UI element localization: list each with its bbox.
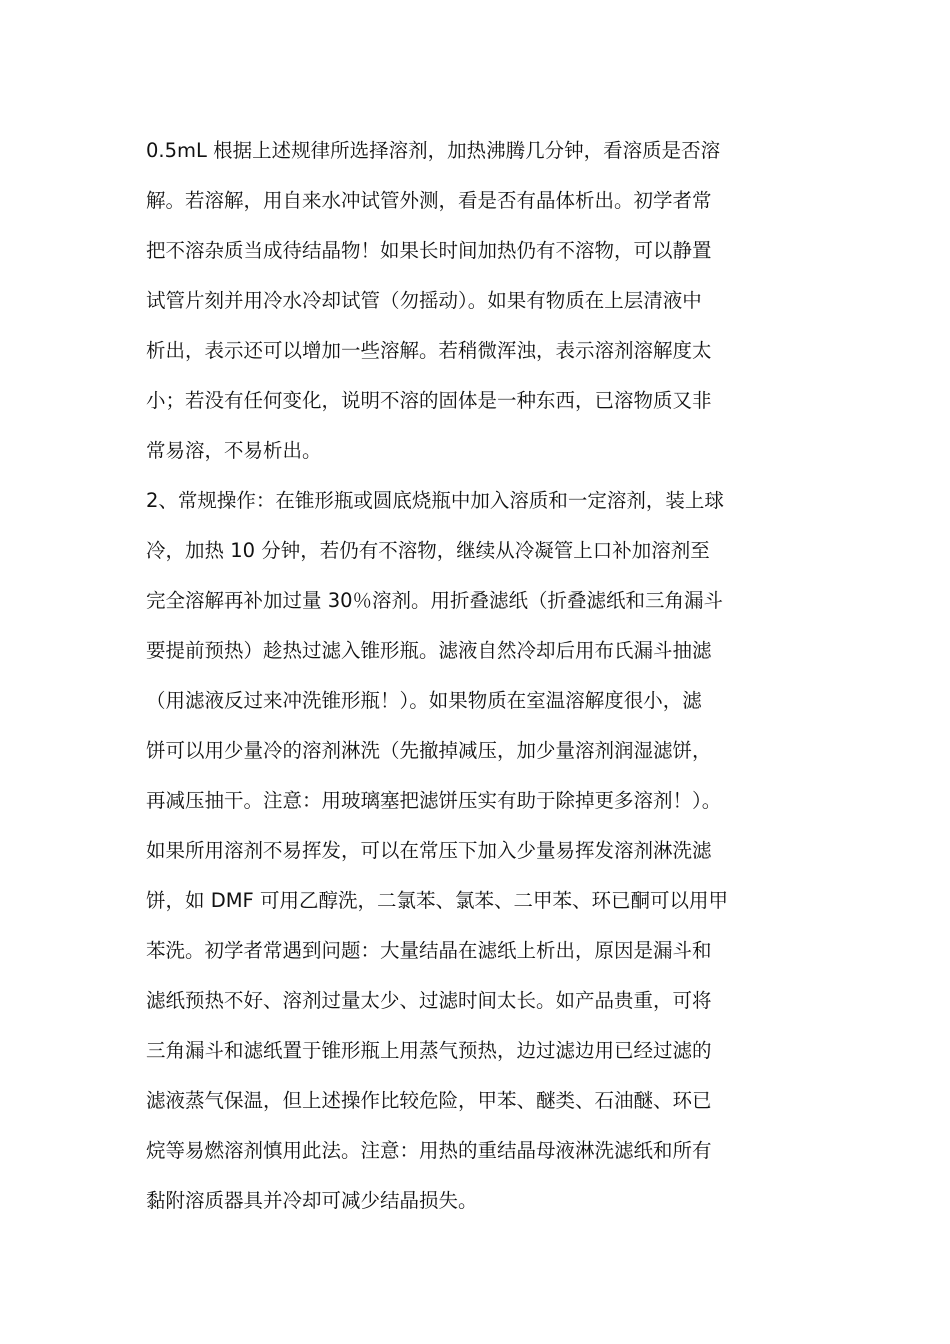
text-line: 饼，如 DMF 可用乙醇洗，二氯苯、氯苯、二甲苯、环已酮可以用甲 xyxy=(146,889,728,912)
text-line: 黏附溶质器具并冷却可减少结晶损失。 xyxy=(146,1189,478,1212)
text-line: 把不溶杂质当成待结晶物！如果长时间加热仍有不溶物，可以静置 xyxy=(146,239,712,262)
text-line: 再减压抽干。注意：用玻璃塞把滤饼压实有助于除掉更多溶剂！）。 xyxy=(146,789,722,812)
text-line: 烷等易燃溶剂慎用此法。注意：用热的重结晶母液淋洗滤纸和所有 xyxy=(146,1139,712,1162)
text-line: 三角漏斗和滤纸置于锥形瓶上用蒸气预热，边过滤边用已经过滤的 xyxy=(146,1039,712,1062)
text-line: 常易溶，不易析出。 xyxy=(146,439,322,462)
text-line: 滤液蒸气保温，但上述操作比较危险，甲苯、醚类、石油醚、环已 xyxy=(146,1089,712,1112)
text-line: 完全溶解再补加过量 30％溶剂。用折叠滤纸（折叠滤纸和三角漏斗 xyxy=(146,589,724,612)
text-line: 苯洗。初学者常遇到问题：大量结晶在滤纸上析出，原因是漏斗和 xyxy=(146,939,712,962)
text-line: （用滤液反过来冲洗锥形瓶！）。如果物质在室温溶解度很小，滤 xyxy=(146,689,702,712)
text-line: 滤纸预热不好、溶剂过量太少、过滤时间太长。如产品贵重，可将 xyxy=(146,989,712,1012)
text-line: 2、常规操作：在锥形瓶或圆底烧瓶中加入溶质和一定溶剂，装上球 xyxy=(146,489,724,512)
text-line: 试管片刻并用冷水冷却试管（勿摇动）。如果有物质在上层清液中 xyxy=(146,289,702,312)
text-line: 要提前预热）趁热过滤入锥形瓶。滤液自然冷却后用布氏漏斗抽滤 xyxy=(146,639,712,662)
text-line: 如果所用溶剂不易挥发，可以在常压下加入少量易挥发溶剂淋洗滤 xyxy=(146,839,712,862)
text-line: 小；若没有任何变化，说明不溶的固体是一种东西，已溶物质又非 xyxy=(146,389,712,412)
text-line: 解。若溶解，用自来水冲试管外测，看是否有晶体析出。初学者常 xyxy=(146,189,712,212)
text-line: 饼可以用少量冷的溶剂淋洗（先撤掉减压，加少量溶剂润湿滤饼， xyxy=(146,739,712,762)
text-line: 冷，加热 10 分钟，若仍有不溶物，继续从冷凝管上口补加溶剂至 xyxy=(146,539,710,562)
text-line: 析出，表示还可以增加一些溶解。若稍微浑浊，表示溶剂溶解度太 xyxy=(146,339,712,362)
text-line: 0.5mL 根据上述规律所选择溶剂，加热沸腾几分钟，看溶质是否溶 xyxy=(146,139,721,162)
paragraph-routine-operation xyxy=(146,476,810,1226)
paragraph-solvent-test xyxy=(146,126,810,476)
